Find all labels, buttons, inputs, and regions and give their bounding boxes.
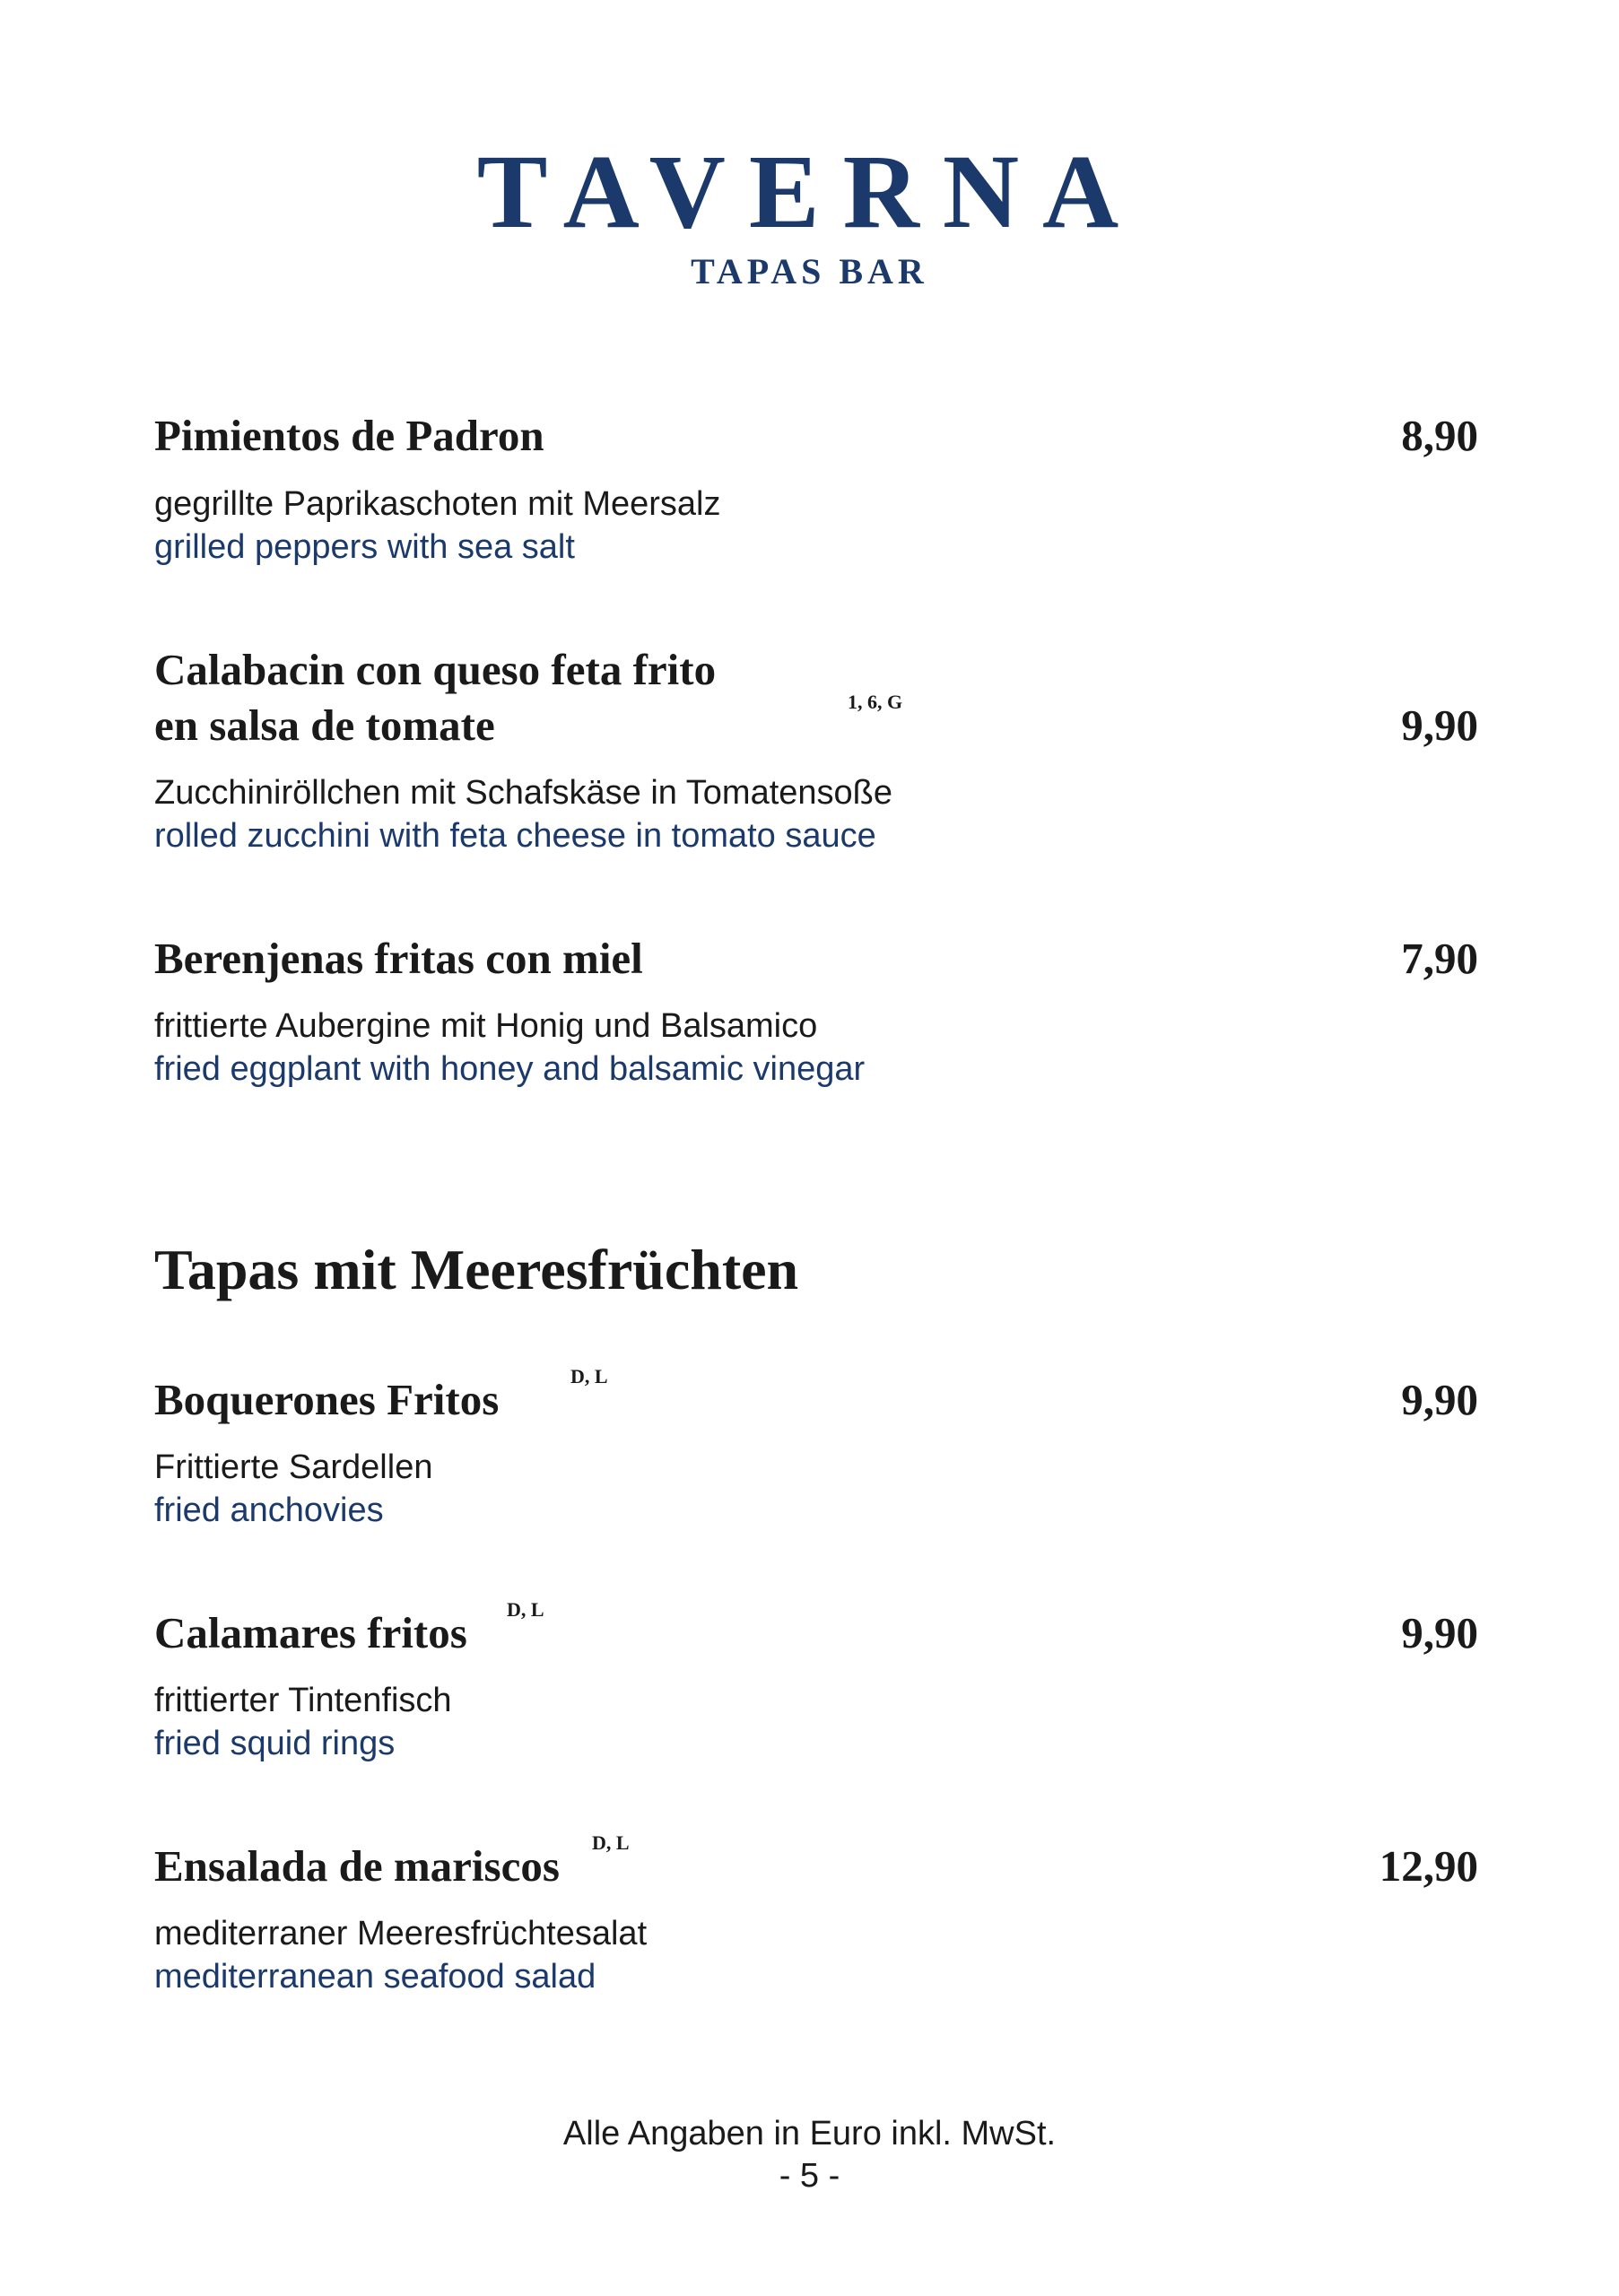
item-description-de: frittierte Aubergine mit Honig und Balsamico: [154, 1007, 818, 1045]
item-description-en: fried eggplant with honey and balsamic vinegar: [154, 1050, 866, 1088]
item-description-de: Zucchiniröllchen mit Schafskäse in Tomatensoße: [154, 774, 893, 812]
item-name: Ensalada de mariscos: [154, 1841, 560, 1891]
item-price: 9,90: [1401, 1375, 1478, 1424]
item-price: 9,90: [1401, 1608, 1478, 1657]
item-name-line2: en salsa de tomate: [154, 700, 495, 750]
item-price: 9,90: [1401, 700, 1478, 750]
section-title: Tapas mit Meeresfrüchten: [154, 1238, 799, 1301]
item-name: Boquerones Fritos: [154, 1375, 500, 1424]
item-name: Pimientos de Padron: [154, 411, 544, 460]
logo-subtitle: TAPAS BAR: [691, 251, 928, 291]
item-description-de: frittierter Tintenfisch: [154, 1682, 452, 1719]
item-description-en: mediterranean seafood salad: [154, 1958, 596, 1996]
item-description-en: fried squid rings: [154, 1725, 396, 1762]
item-price: 7,90: [1401, 934, 1478, 983]
item-description-en: grilled peppers with sea salt: [154, 528, 575, 566]
allergen-codes: D, L: [507, 1598, 544, 1621]
logo-title: TAVERNA: [476, 133, 1143, 250]
item-description-de: Frittierte Sardellen: [154, 1448, 433, 1486]
allergen-codes: D, L: [570, 1365, 608, 1387]
item-description-de: gegrillte Paprikaschoten mit Meersalz: [154, 485, 721, 523]
item-description-en: rolled zucchini with feta cheese in tomato sauce: [154, 817, 876, 855]
item-name: Calamares fritos: [154, 1608, 467, 1657]
item-price: 8,90: [1401, 411, 1478, 460]
allergen-codes: 1, 6, G: [848, 691, 903, 713]
price-note: Alle Angaben in Euro inkl. MwSt.: [562, 2115, 1057, 2152]
item-name: Berenjenas fritas con miel: [154, 934, 643, 983]
item-description-en: fried anchovies: [154, 1492, 384, 1529]
page-number: - 5 -: [779, 2157, 840, 2195]
item-price: 12,90: [1379, 1841, 1478, 1891]
item-description-de: mediterraner Meeresfrüchtesalat: [154, 1915, 648, 1952]
allergen-codes: D, L: [592, 1831, 630, 1854]
item-name-line1: Calabacin con queso feta frito: [154, 645, 717, 694]
